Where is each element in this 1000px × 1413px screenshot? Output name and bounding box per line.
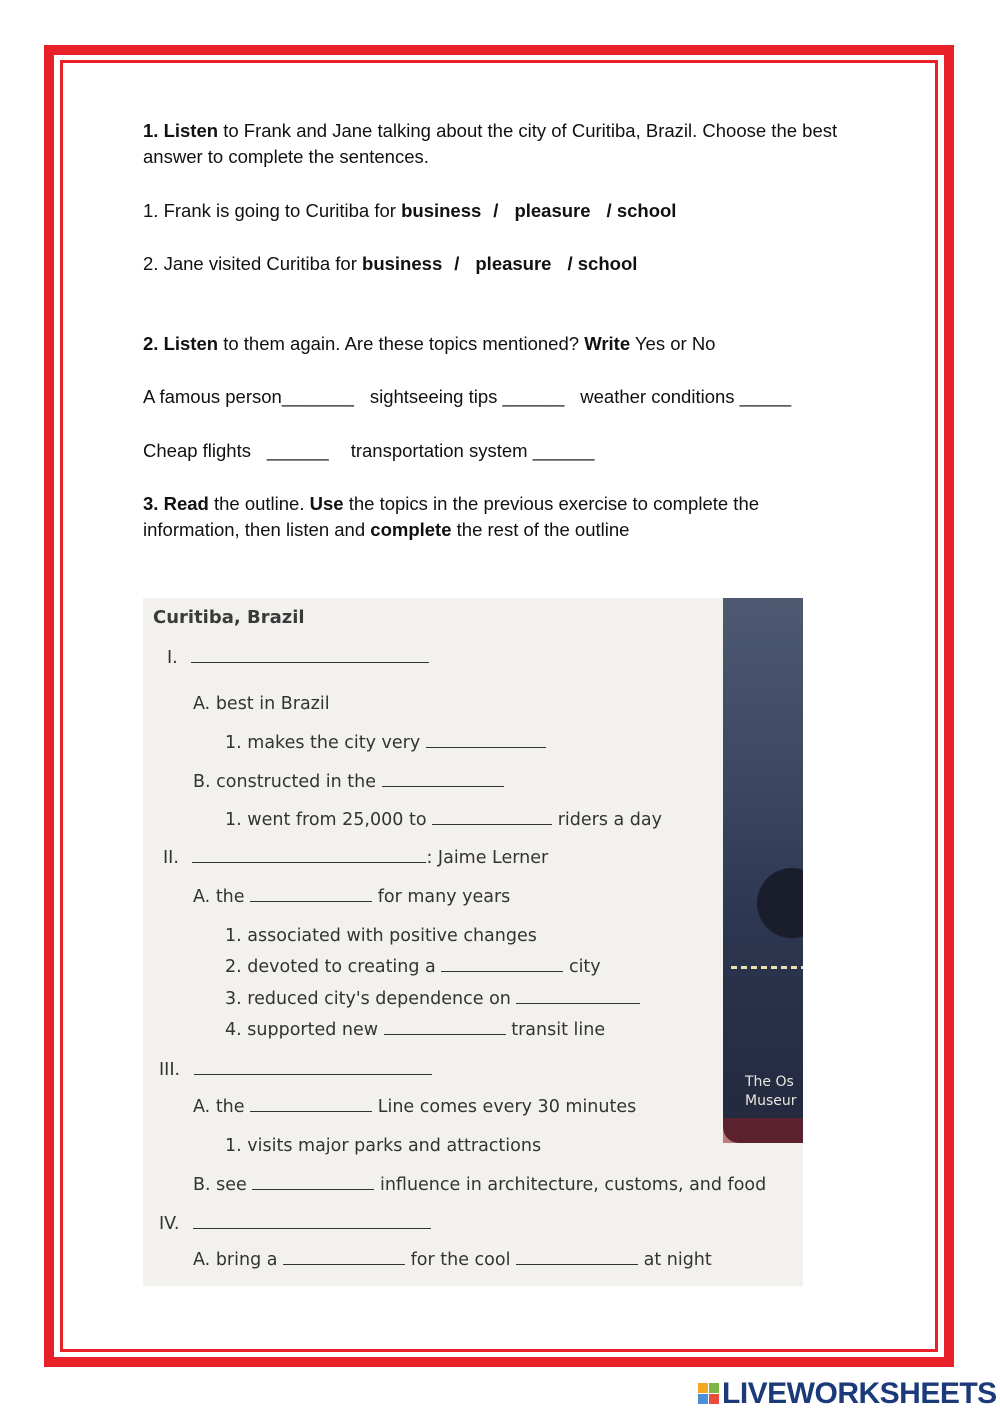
exercise-2-instructions	[143, 331, 715, 357]
outline-blank-very[interactable]	[426, 733, 546, 748]
outline-number: 4.	[225, 1020, 242, 1040]
outline-blank-transit[interactable]	[384, 1020, 506, 1035]
question-2-prefix: 2. Jane visited Curitiba for	[143, 253, 363, 274]
exercise-1-instructions	[143, 118, 858, 170]
topic-sightseeing-tips[interactable]: sightseeing tips ______	[369, 386, 565, 407]
outline-text: the	[215, 887, 245, 907]
outline-number: 1.	[225, 810, 242, 830]
topic-famous-person[interactable]: A famous person_______	[143, 386, 354, 407]
question-2-option-business[interactable]: business	[362, 253, 443, 274]
outline-line-iii	[159, 1060, 432, 1080]
exercise-1-verb: Listen	[163, 120, 219, 141]
outline-title: Curitiba, Brazil	[153, 607, 305, 628]
outline-line-iii-a	[193, 1097, 636, 1117]
outline-text: see	[216, 1175, 247, 1195]
exercise-2-topics-row-1	[143, 384, 791, 410]
outline-letter: A.	[193, 1097, 211, 1117]
outline-text: devoted to creating a	[247, 957, 436, 977]
exercise-1-text: to Frank and Jane talking about the city of Curitiba, Brazil. Choose the best answer to complete the sentences.	[143, 120, 838, 167]
topic-weather-conditions[interactable]: weather conditions _____	[580, 386, 792, 407]
outline-numeral: I.	[167, 648, 178, 668]
topic-cheap-flights-blank[interactable]: ______	[266, 440, 329, 461]
question-2-separator: /	[454, 253, 460, 274]
outline-line-iv-a	[193, 1250, 712, 1270]
exercise-1-question-2	[143, 251, 637, 277]
photo-caption-line-2: Museur	[745, 1093, 797, 1109]
outline-text: the	[215, 1097, 245, 1117]
exercise-3-instructions	[143, 491, 858, 543]
outline-text-after: city	[568, 957, 601, 977]
outline-text-after: Line comes every 30 minutes	[377, 1097, 637, 1117]
outline-line-ii-a-2	[225, 957, 601, 977]
outline-text-mid: for the cool	[410, 1250, 511, 1270]
photo-border-shade	[723, 1118, 803, 1143]
outline-number: 1.	[225, 733, 242, 753]
exercise-2-text-2: Yes or No	[630, 333, 716, 354]
outline-letter: B.	[193, 1175, 211, 1195]
photo-caption-line-1: The Os	[745, 1074, 794, 1090]
question-1-option-pleasure[interactable]: pleasure	[514, 200, 591, 221]
question-2-option-school[interactable]: / school	[567, 253, 638, 274]
outline-blank-iii[interactable]	[194, 1060, 432, 1075]
outline-blank-constructed[interactable]	[382, 772, 504, 787]
outline-text: constructed in the	[216, 772, 376, 792]
outline-line-iii-a-1	[225, 1136, 541, 1156]
outline-text-after: influence in architecture, customs, and food	[379, 1175, 767, 1195]
museum-eye-shape	[757, 868, 803, 938]
outline-text: makes the city very	[247, 733, 421, 753]
outline-text: supported new	[247, 1020, 379, 1040]
outline-text-after: riders a day	[557, 810, 662, 830]
outline-scan	[143, 598, 803, 1286]
outline-blank-influence[interactable]	[252, 1175, 374, 1190]
outline-text: associated with positive changes	[247, 926, 537, 946]
outline-text-after: for many years	[377, 887, 511, 907]
outline-line-ii-a-1	[225, 926, 537, 946]
liveworksheets-brand: LIVEWORKSHEETS	[722, 1377, 997, 1410]
outline-line-i	[167, 648, 429, 668]
outline-line-i-a	[193, 694, 330, 714]
question-1-prefix: 1. Frank is going to Curitiba for	[143, 200, 402, 221]
topic-cheap-flights: Cheap flights	[143, 440, 251, 461]
outline-line-i-b-1	[225, 810, 662, 830]
outline-blank-dependence[interactable]	[516, 989, 640, 1004]
outline-line-i-a-1	[225, 733, 546, 753]
topic-transportation-system[interactable]: transportation system ______	[350, 440, 595, 461]
outline-blank-iv[interactable]	[193, 1214, 431, 1229]
exercise-3-verb-read: Read	[163, 493, 209, 514]
exercise-2-number: 2.	[143, 333, 159, 354]
outline-line-i-b	[193, 772, 504, 792]
outline-number: 3.	[225, 989, 242, 1009]
outline-number: 1.	[225, 926, 242, 946]
outline-letter: A.	[193, 1250, 211, 1270]
exercise-2-verb: Listen	[163, 333, 219, 354]
outline-text: went from 25,000 to	[247, 810, 427, 830]
outline-numeral: II.	[163, 848, 179, 868]
outline-text: best in Brazil	[215, 694, 330, 714]
exercise-2-topics-row-2	[143, 438, 594, 464]
outline-number: 1.	[225, 1136, 242, 1156]
question-1-option-school[interactable]: / school	[606, 200, 677, 221]
outline-blank-i[interactable]	[191, 648, 429, 663]
outline-blank-ii[interactable]	[192, 848, 426, 863]
outline-blank-city[interactable]	[441, 957, 563, 972]
exercise-3-text-2: the topics in the previous exercise to complete the information, then listen and	[143, 493, 760, 540]
exercise-3-text-3: the rest of the outline	[451, 519, 630, 540]
exercise-3-verb-use: Use	[309, 493, 344, 514]
outline-blank-cool[interactable]	[516, 1250, 638, 1265]
outline-line-iv	[159, 1214, 431, 1234]
museum-lights	[731, 966, 803, 969]
outline-text-after: transit line	[511, 1020, 606, 1040]
outline-numeral: III.	[159, 1060, 181, 1080]
liveworksheets-logo	[698, 1377, 997, 1411]
outline-line-ii-a-3	[225, 989, 640, 1009]
exercise-2-verb-2: Write	[584, 333, 631, 354]
outline-blank-line[interactable]	[250, 1097, 372, 1112]
outline-letter: B.	[193, 772, 211, 792]
question-2-option-pleasure[interactable]: pleasure	[475, 253, 552, 274]
outline-text-after: : Jaime Lerner	[426, 848, 549, 868]
outline-letter: A.	[193, 694, 211, 714]
photo-caption	[745, 1073, 797, 1111]
outline-number: 2.	[225, 957, 242, 977]
exercise-1-number: 1.	[143, 120, 159, 141]
outline-blank-years[interactable]	[250, 887, 372, 902]
exercise-3-text-1: the outline.	[208, 493, 310, 514]
outline-numeral: IV.	[159, 1214, 180, 1234]
museum-photo	[723, 598, 803, 1143]
outline-text: reduced city's dependence on	[247, 989, 511, 1009]
outline-line-iii-b	[193, 1175, 766, 1195]
outline-line-ii	[163, 848, 548, 868]
outline-line-ii-a-4	[225, 1020, 605, 1040]
question-1-option-business[interactable]: business	[401, 200, 482, 221]
outline-text: visits major parks and attractions	[247, 1136, 542, 1156]
question-1-separator: /	[493, 200, 499, 221]
exercise-1-question-1	[143, 198, 676, 224]
outline-letter: A.	[193, 887, 211, 907]
outline-blank-bring[interactable]	[283, 1250, 405, 1265]
exercise-3-verb-complete: complete	[370, 519, 452, 540]
outline-text-after: at night	[643, 1250, 712, 1270]
liveworksheets-logo-icon	[698, 1383, 720, 1405]
outline-text: bring a	[215, 1250, 278, 1270]
exercise-2-text-1: to them again. Are these topics mentioned?	[218, 333, 585, 354]
outline-blank-riders[interactable]	[432, 810, 552, 825]
outline-line-ii-a	[193, 887, 510, 907]
exercise-3-number: 3.	[143, 493, 159, 514]
